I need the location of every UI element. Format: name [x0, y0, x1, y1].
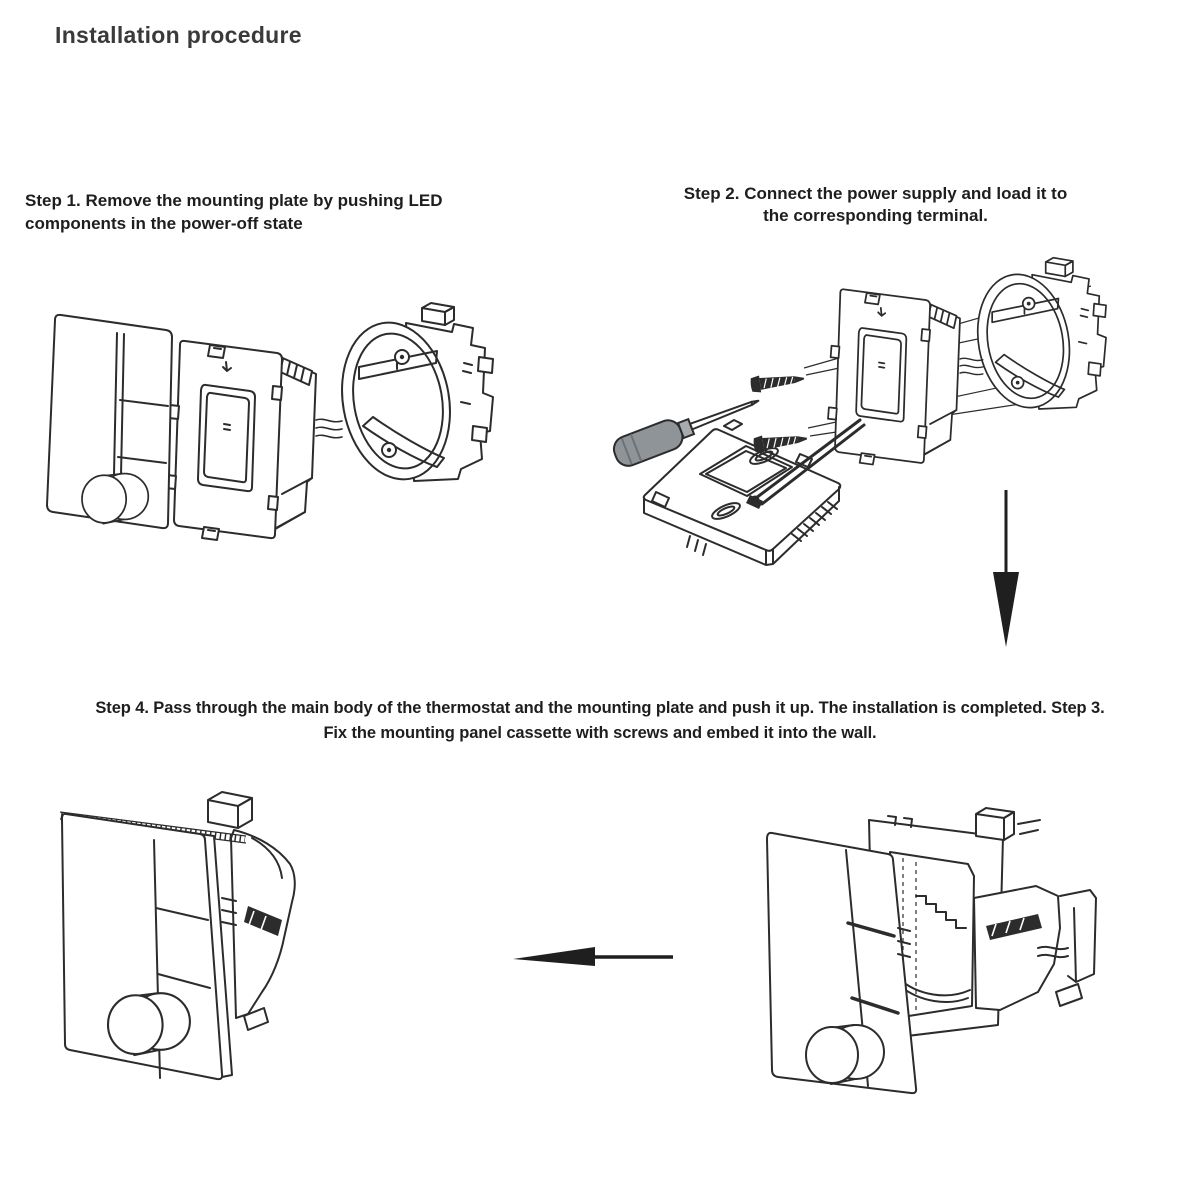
bottom-left-diagram: [38, 778, 463, 1133]
step1-caption-line2: components in the power-off state: [25, 214, 303, 233]
mounting-plate-and-module: [166, 341, 342, 540]
step2-caption: [648, 183, 1103, 227]
dial-knob: [82, 474, 148, 524]
step1-caption: [25, 189, 505, 235]
left-arrow-icon: [505, 933, 680, 981]
step2-caption-line2: the corresponding terminal.: [763, 206, 988, 225]
down-arrow-icon: [993, 490, 1019, 647]
rear-module: [974, 886, 1096, 1010]
dial-knob: [806, 1025, 884, 1084]
step2-caption-line1: Step 2. Connect the power supply and load it to: [683, 184, 1068, 203]
round-wall-box: [968, 258, 1106, 415]
step1-caption-line1: Step 1. Remove the mounting plate by pushing LED: [25, 191, 443, 210]
page-title: Installation procedure: [55, 22, 302, 48]
screw-icon: [750, 370, 805, 393]
step1-diagram: [28, 283, 533, 608]
step4-step3-caption: [0, 696, 1200, 746]
thermostat-front-panel: [62, 814, 232, 1079]
step4-step3-caption-line2: Fix the mounting panel cassette with screws and embed it into the wall.: [323, 724, 877, 742]
step2-diagram: [598, 248, 1193, 653]
mounting-plate-and-module: [828, 289, 983, 464]
step4-step3-caption-line1: Step 4. Pass through the main body of the thermostat and the mounting plate and push it up. The installation is completed. Step 3.: [95, 699, 1105, 717]
thermostat-front-panel: [767, 833, 916, 1093]
round-wall-box: [330, 303, 493, 488]
thermostat-front-panel: [47, 315, 172, 528]
dial-knob: [108, 993, 190, 1055]
screw-icon: [753, 430, 808, 453]
bottom-right-diagram: [738, 778, 1173, 1133]
